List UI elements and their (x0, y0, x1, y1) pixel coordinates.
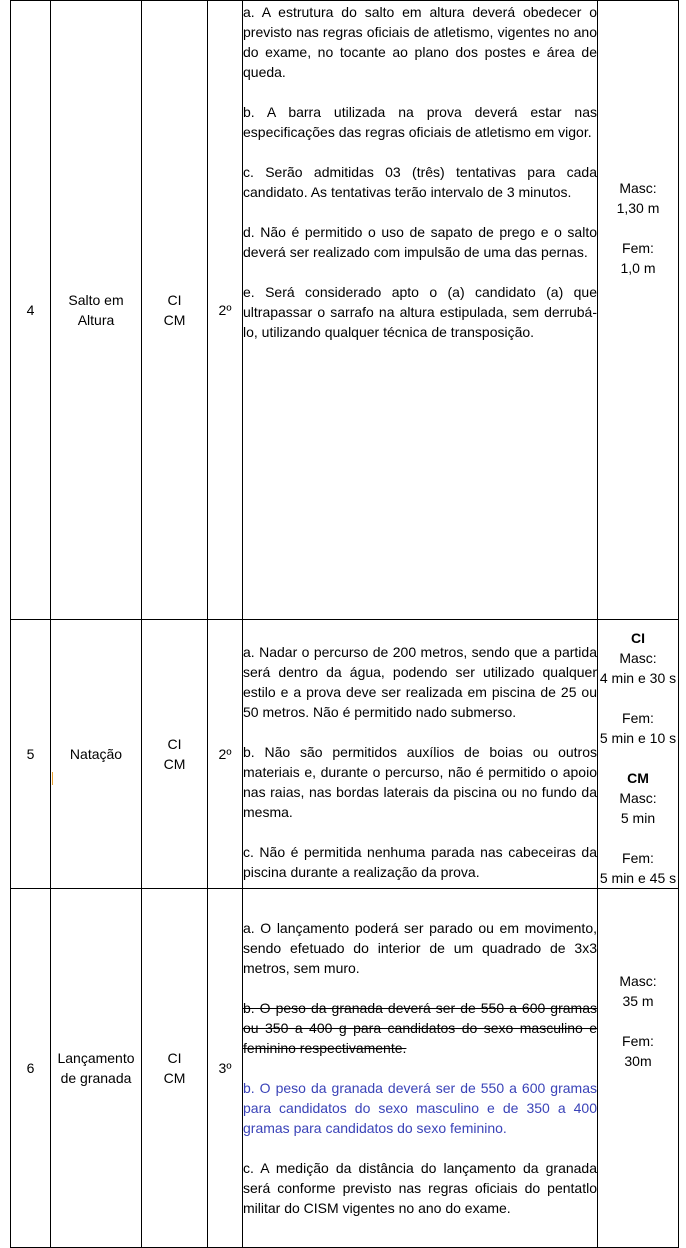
rule-item-b: b. A barra utilizada na prova deverá estar nas especificações das regras oficiais de atletismo em vigor. (243, 104, 597, 140)
test-name-line: de granada (60, 1070, 132, 1086)
table-row-salto-em-altura (11, 1, 679, 620)
table-row-natacao (11, 620, 679, 889)
test-day: 2º (208, 620, 243, 889)
modality-cm: CM (163, 1070, 186, 1086)
row-number: 6 (11, 889, 51, 1248)
masc-label: Masc: (619, 180, 657, 196)
ci-label: CI (631, 630, 645, 646)
masc-label: Masc: (619, 973, 657, 989)
rule-item-b-revised: b. O peso da granada deverá ser de 550 a 600 gramas para candidatos do sexo masculino e de 350 a 400 gramas para candidatos do sexo feminino. (243, 1080, 597, 1136)
rule-item-a: a. Nadar o percurso de 200 metros, sendo que a partida será dentro da água, podendo ser utilizado qualquer estilo e a prova deve ser realizada em piscina de 25 ou 50 metros. Não é permitido nado submerso. (243, 643, 597, 720)
test-name (51, 1, 142, 620)
rule-item-c: c. Não é permitida nenhuma parada nas cabeceiras da piscina durante a realização da prova. (243, 843, 597, 880)
rule-item-b: b. Não são permitidos auxílios de boias ou outros materiais e, durante o percurso, não é permitido o apoio nas raias, nas bordas laterais da piscina ou no fundo da mesma. (243, 743, 597, 820)
masc-value: 35 m (622, 993, 654, 1009)
masc-value: 1,30 m (616, 200, 660, 216)
modality-cm: CM (163, 756, 186, 772)
fem-value: 1,0 m (620, 260, 656, 276)
fem-label: Fem: (622, 240, 654, 256)
result-cell (598, 620, 679, 889)
test-description (243, 620, 598, 889)
rule-item-a: a. O lançamento poderá ser parado ou em movimento, sendo efetuado do interior de um quadrado de 3x3 metros, sem muro. (243, 920, 597, 976)
test-name (51, 889, 142, 1248)
modality-ci: CI (167, 736, 182, 752)
test-description (243, 1, 598, 620)
rule-item-e: e. Será considerado apto o (a) candidato (a) que ultrapassar o sarrafo na altura estipulada, sem derrubá-lo, utilizando qualquer técnica de transposição. (243, 284, 597, 340)
test-day: 2º (208, 1, 243, 620)
modality-cm: CM (163, 312, 186, 328)
cm-label: CM (627, 770, 649, 786)
fem-label: Fem: (622, 1033, 654, 1049)
test-description (243, 889, 598, 1248)
table-row-lancamento-de-granada (11, 889, 679, 1248)
rule-item-c: c. Serão admitidas 03 (três) tentativas para cada candidato. As tentativas terão intervalo de 3 minutos. (243, 164, 597, 200)
rule-item-b-struck: b. O peso da granada deverá ser de 550 a 600 gramas ou 350 a 400 g para candidatos do sexo masculino e feminino respectivamente. (243, 1000, 597, 1056)
modality-cell (142, 889, 208, 1248)
cm-masc-value: 5 min (620, 810, 656, 826)
result-cell (598, 1, 679, 620)
ci-fem-label: Fem: (622, 710, 654, 726)
ci-fem-value: 5 min e 10 s (599, 730, 677, 746)
row-number: 4 (11, 1, 51, 620)
cm-fem-value: 5 min e 45 s (599, 870, 677, 886)
modality-ci: CI (167, 1050, 182, 1066)
test-name (51, 620, 142, 889)
stray-mark (52, 772, 53, 785)
result-cell (598, 889, 679, 1248)
test-name-line: Natação (69, 746, 123, 762)
modality-ci: CI (167, 292, 182, 308)
test-name-line: Lançamento (57, 1050, 135, 1066)
test-day: 3º (208, 889, 243, 1248)
rule-item-c: c. A medição da distância do lançamento da granada será conforme previsto nas regras oficiais do pentatlo militar do CISM vigentes no ano do exame. (243, 1160, 597, 1216)
rule-item-d: d. Não é permitido o uso de sapato de prego e o salto deverá ser realizado com impulsão de uma das pernas. (243, 224, 597, 260)
rule-item-a: a. A estrutura do salto em altura deverá obedecer o previsto nas regras oficiais de atletismo, vigentes no ano do exame, no tocante ao plano dos postes e área de queda. (243, 4, 597, 80)
ci-masc-label: Masc: (619, 650, 657, 666)
ci-masc-value: 4 min e 30 s (599, 670, 677, 686)
cm-masc-label: Masc: (619, 790, 657, 806)
fem-value: 30m (624, 1053, 652, 1069)
test-name-line: Altura (77, 312, 115, 328)
test-rules-table (10, 0, 679, 1248)
modality-cell (142, 1, 208, 620)
row-number: 5 (11, 620, 51, 889)
cm-fem-label: Fem: (622, 850, 654, 866)
test-name-line: Salto em (68, 292, 124, 308)
modality-cell (142, 620, 208, 889)
